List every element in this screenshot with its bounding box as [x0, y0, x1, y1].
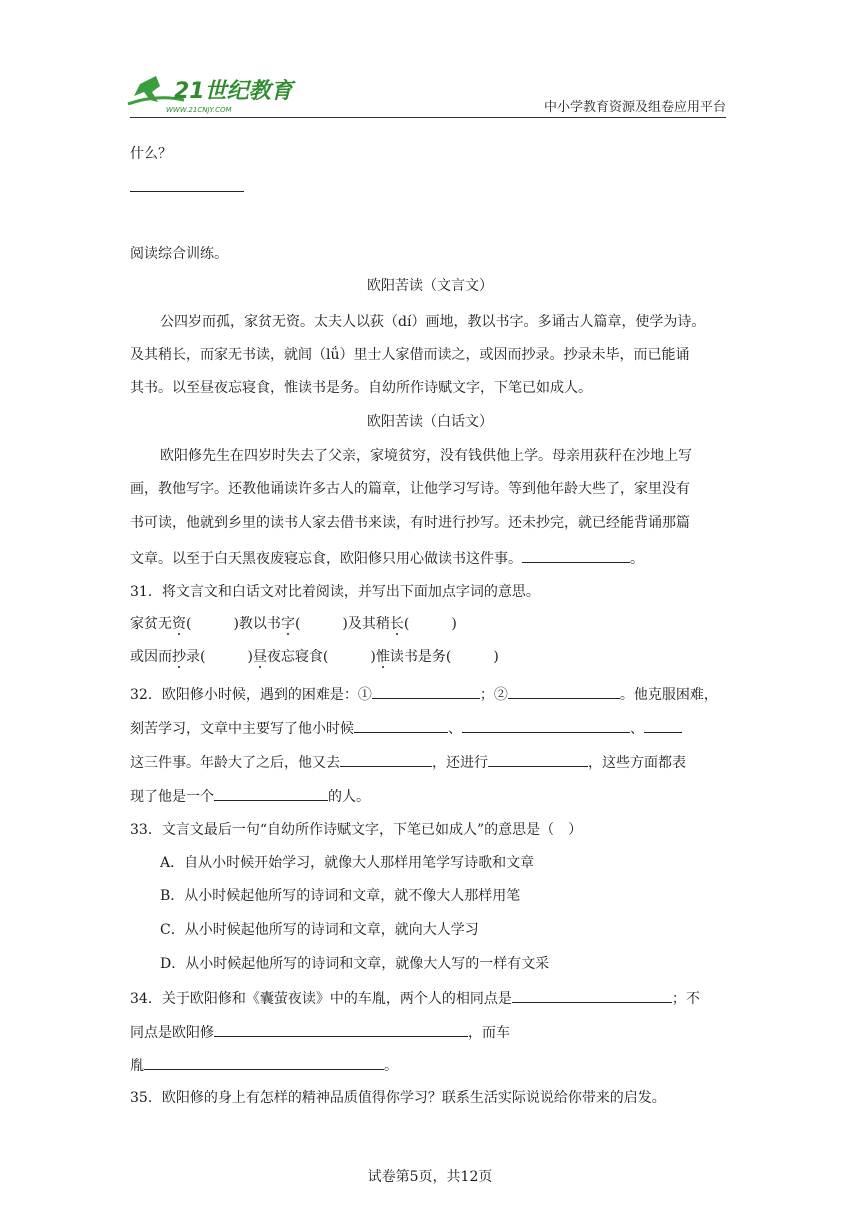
q32-line-2: 刻苦学习，文章中主要写了他小时候 、 、 — [130, 718, 682, 739]
site-logo — [126, 70, 296, 116]
dotted-char: 字 — [280, 616, 295, 632]
logo-url: WWW.21CNJY.COM — [166, 106, 232, 114]
logo-text: 21世纪教育 — [174, 79, 293, 104]
dotted-char: 昼 — [252, 649, 267, 665]
q32-line-3: 这三件事。年龄大了之后，他又去 ，还进行 ，这些方面都表 — [130, 752, 686, 773]
answer-blank[interactable] — [512, 988, 672, 1003]
answer-blank[interactable] — [488, 752, 588, 767]
header-divider — [130, 117, 726, 118]
page-number: 试卷第5页，共12页 — [367, 1169, 493, 1185]
answer-blank[interactable] — [508, 684, 620, 699]
answer-blank[interactable] — [214, 1022, 468, 1037]
classical-line-2: 及其稍长，而家无书读，就闾（lǘ）里士人家借而读之，或因而抄录。抄录未毕，而已能诵 — [130, 347, 690, 363]
q35-stem: 35．欧阳修的身上有怎样的精神品质值得你学习？联系生活实际说说给你带来的启发。 — [130, 1090, 666, 1106]
q33-stem: 33．文言文最后一句“自幼所作诗赋文字，下笔已如成人”的意思是（ ） — [130, 822, 583, 838]
answer-blank[interactable] — [462, 718, 630, 733]
answer-blank[interactable] — [372, 684, 480, 699]
classical-line-3: 其书。以至昼夜忘寝食，惟读书是务。自幼所作诗赋文字，下笔已如成人。 — [130, 380, 592, 396]
dotted-char: 惟 — [375, 649, 390, 665]
answer-line — [130, 191, 244, 192]
dotted-char: 资 — [172, 616, 186, 632]
answer-blank[interactable] — [522, 548, 630, 563]
answer-blank[interactable] — [214, 786, 328, 801]
dotted-char: 抄 — [172, 649, 186, 665]
q31-row-2: 或因而抄录( )昼夜忘寝食( )惟读书是务( ) — [130, 649, 499, 665]
q33-option-a[interactable]: A．自从小时候开始学习，就像大人那样用笔学写诗歌和文章 — [160, 855, 535, 871]
vernacular-line-3: 书可读，他就到乡里的读书人家去借书来读，有时进行抄写。还未抄完，就已经能背诵那篇 — [130, 515, 690, 531]
dotted-char: 长 — [389, 616, 404, 632]
answer-blank[interactable] — [144, 1055, 384, 1070]
q34-line-1: 34．关于欧阳修和《囊萤夜读》中的车胤，两个人的相同点是 ；不 — [130, 988, 700, 1009]
vernacular-title: 欧阳苦读（白话文） — [367, 414, 493, 430]
answer-blank[interactable] — [340, 752, 432, 767]
q34-line-2: 同点是欧阳修 ，而车 — [130, 1022, 510, 1043]
q33-option-d[interactable]: D．从小时候起他所写的诗词和文章，就像大人写的一样有文采 — [160, 956, 550, 972]
classical-title: 欧阳苦读（文言文） — [367, 278, 493, 294]
answer-blank[interactable] — [354, 718, 448, 733]
q32-line-4: 现了他是一个 的人。 — [130, 786, 370, 807]
prev-question-tail: 什么？ — [130, 146, 172, 162]
q34-line-3: 胤 。 — [130, 1055, 398, 1076]
platform-name: 中小学教育资源及组卷应用平台 — [543, 100, 726, 115]
q33-option-b[interactable]: B．从小时候起他所写的诗词和文章，就不像大人那样用笔 — [160, 888, 521, 904]
q32-line-1: 32．欧阳修小时候，遇到的困难是：① ；② 。他克服困难， — [130, 684, 718, 705]
q31-row-1: 家贫无资( )教以书字( )及其稍长( ) — [130, 616, 457, 632]
section-title: 阅读综合训练。 — [130, 246, 228, 262]
vernacular-line-4: 文章。以至于白天黑夜废寝忘食，欧阳修只用心做读书这件事。 。 — [130, 548, 644, 569]
vernacular-line-2: 画，教他写字。还教他诵读许多古人的篇章，让他学习写诗。等到他年龄大些了，家里没有 — [130, 481, 690, 497]
vernacular-line-1: 欧阳修先生在四岁时失去了父亲，家境贫穷，没有钱供他上学。母亲用荻秆在沙地上写 — [160, 448, 692, 464]
q31-stem: 31．将文言文和白话文对比着阅读，并写出下面加点字词的意思。 — [130, 584, 540, 600]
answer-blank[interactable] — [644, 718, 682, 733]
classical-line-1: 公四岁而孤，家贫无资。太夫人以荻（dí）画地，教以书字。多诵古人篇章，使学为诗。 — [160, 314, 706, 330]
q33-option-c[interactable]: C．从小时候起他所写的诗词和文章，就向大人学习 — [160, 922, 479, 938]
